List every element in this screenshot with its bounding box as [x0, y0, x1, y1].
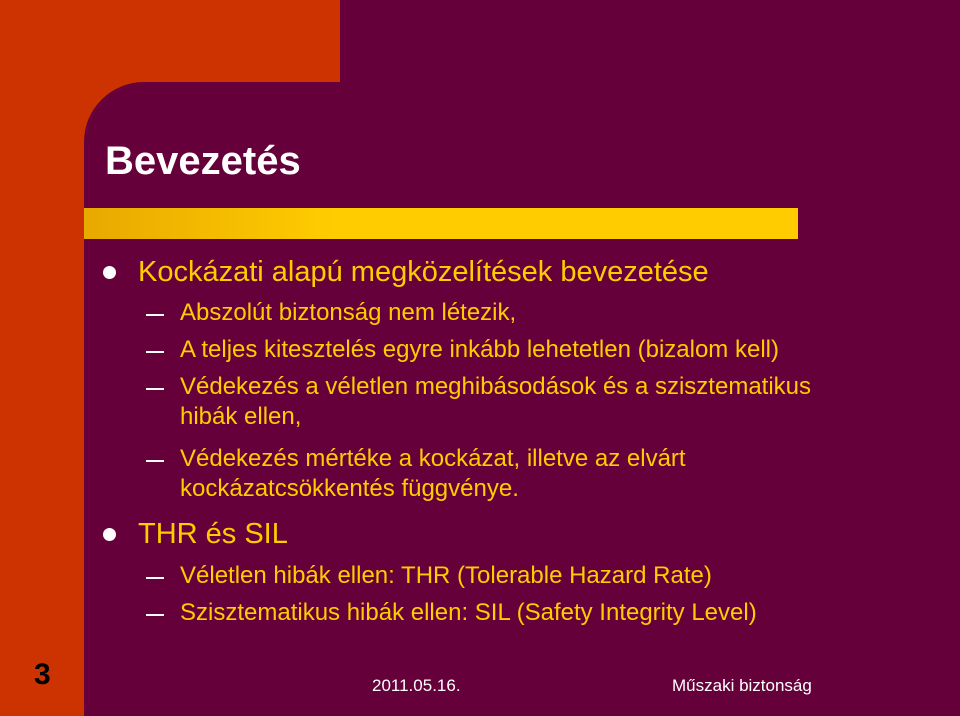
- dash-bullet-icon: [146, 388, 164, 390]
- dash-bullet-icon: [146, 577, 164, 579]
- list-item: Abszolút biztonság nem létezik,: [180, 299, 517, 326]
- bullet-dot-icon: [103, 528, 116, 541]
- section-heading: THR és SIL: [138, 518, 288, 550]
- list-item: A teljes kitesztelés egyre inkább lehetetlen (bizalom kell): [180, 336, 779, 363]
- slide-title: Bevezetés: [105, 139, 301, 183]
- bullet-dot-icon: [103, 266, 116, 279]
- list-item: Védekezés a véletlen meghibásodások és a szisztematikus: [180, 373, 812, 400]
- list-item: Védekezés mértéke a kockázat, illetve az elvárt: [180, 445, 686, 472]
- list-item: Véletlen hibák ellen: THR (Tolerable Hazard Rate): [180, 562, 712, 589]
- dash-bullet-icon: [146, 614, 164, 616]
- footer-date: 2011.05.16.: [372, 676, 461, 695]
- list-item: Szisztematikus hibák ellen: SIL (Safety Integrity Level): [180, 599, 757, 626]
- dash-bullet-icon: [146, 460, 164, 462]
- list-item-continuation: hibák ellen,: [180, 403, 302, 430]
- section-heading: Kockázati alapú megközelítések bevezetése: [138, 256, 709, 288]
- dash-bullet-icon: [146, 351, 164, 353]
- slide-number: 3: [34, 658, 51, 691]
- list-item-continuation: kockázatcsökkentés függvénye.: [180, 475, 519, 502]
- footer-organization: Műszaki biztonság: [672, 676, 812, 695]
- dash-bullet-icon: [146, 314, 164, 316]
